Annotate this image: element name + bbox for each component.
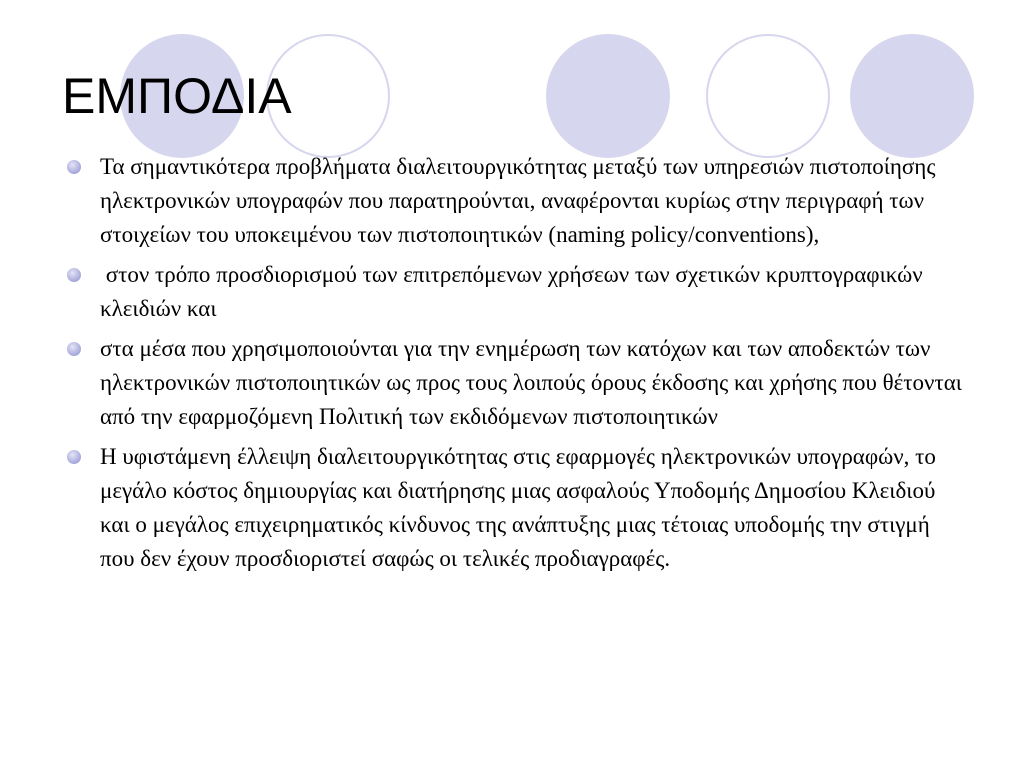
bullet-item bbox=[64, 440, 970, 576]
bullet-text: στα μέσα που χρησιμοποιούνται για την ενημέρωση των κατόχων και των αποδεκτών των ηλεκτρονικών πιστοποιητικών ως προς τους λοιπούς όρους έκδοσης και χρήσης που θέτονται από την εφαρμοζόμενη Πολιτική των εκδιδόμενων πιστοποιητικών bbox=[100, 336, 962, 429]
bullet-item bbox=[64, 332, 970, 434]
slide-title: ΕΜΠΟΔΙΑ bbox=[62, 68, 292, 124]
decor-circle-5 bbox=[850, 34, 974, 158]
bullet-icon bbox=[67, 160, 81, 174]
decor-circle-4 bbox=[706, 34, 830, 158]
bullet-item bbox=[64, 150, 970, 252]
bullet-list bbox=[64, 150, 970, 582]
bullet-icon bbox=[67, 268, 81, 282]
bullet-text: στον τρόπο προσδιορισμού των επιτρεπόμενων χρήσεων των σχετικών κρυπτογραφικών κλειδιών και bbox=[100, 262, 923, 321]
bullet-icon bbox=[67, 450, 81, 464]
bullet-item bbox=[64, 258, 970, 326]
decor-circle-3 bbox=[546, 34, 670, 158]
bullet-text: Η υφιστάμενη έλλειψη διαλειτουργικότητας στις εφαρμογές ηλεκτρονικών υπογραφών, το μεγάλο κόστος δημιουργίας και διατήρησης μιας ασφαλούς Υποδομής Δημοσίου Κλειδιού και ο μεγάλος επιχειρηματικός κίνδυνος της ανάπτυξης μιας τέτοιας υποδομής την στιγμή που δεν έχουν προσδιοριστεί σαφώς οι τελικές προδιαγραφές. bbox=[100, 444, 936, 571]
bullet-text: Τα σημαντικότερα προβλήματα διαλειτουργικότητας μεταξύ των υπηρεσιών πιστοποίησης ηλεκτρονικών υπογραφών που παρατηρούνται, αναφέρονται κυρίως στην περιγραφή των στοιχείων του υποκειμένου των πιστοποιητικών (naming policy/conventions), bbox=[100, 154, 936, 247]
bullet-icon bbox=[67, 342, 81, 356]
